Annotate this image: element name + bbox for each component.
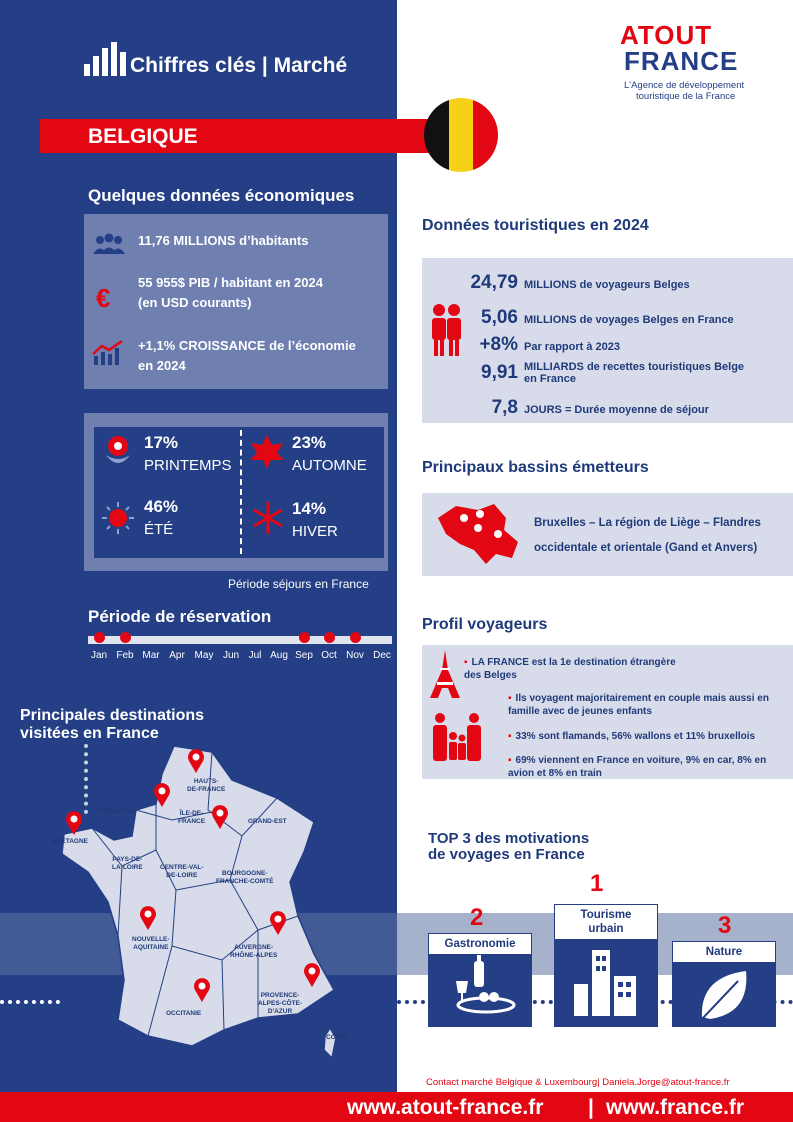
nature-panel [672,963,776,1027]
leaf-icon [248,433,286,471]
map-pin-icon [268,910,288,936]
economy-title: Quelques données économiques [88,186,355,205]
map-pin-icon [186,748,206,774]
population-text: 11,76 MILLIONS d’habitants [138,233,309,248]
profil-item-text: 33% sont flamands, 56% wallons et 11% bruxellois [515,731,756,742]
bassins-title: Principaux bassins émetteurs [422,459,649,476]
left-dotted-line [0,1000,60,1004]
contact-text: Contact marché Belgique & Luxembourg| Daniela.Jorge@atout-france.fr [426,1077,730,1088]
bullet-icon: ▪ [508,693,512,704]
growth-line-2: en 2024 [138,358,186,373]
country-name: BELGIQUE [88,125,198,148]
profil-item [508,754,788,780]
motivations-title [428,831,589,863]
month-label: Dec [373,650,391,661]
profil-item-text: LA FRANCE est la 1e destination étrangère des Belges [464,657,676,681]
profil-title: Profil voyageurs [422,616,548,633]
destinations-title-line-1: Principales destinations [20,707,205,724]
tourism-value: 5,06 [481,307,518,328]
motivation-label-gastronomie: Gastronomie [428,933,532,955]
snowflake-icon [250,500,286,536]
motivation-rank-3: 3 [718,912,732,939]
growth-chart-icon [92,340,126,366]
belgium-map-icon [434,500,524,566]
tourism-label: MILLIONS de voyageurs Belges [524,279,690,291]
euro-icon: € [96,283,111,313]
france-link[interactable]: www.france.fr [606,1096,745,1119]
region-nor: NORMANDIE [96,808,137,815]
destinations-title-line-2: visitées en France [20,725,159,742]
flower-icon [100,433,136,469]
pib-line-1: 55 955$ PIB / habitant en 2024 [138,275,323,290]
map-pin-icon [210,804,230,830]
city-buildings-icon [554,940,658,1027]
travelers-icon [426,302,466,358]
summer-pct: 46% [144,497,179,516]
winter-pct: 14% [292,499,327,518]
region-occ: OCCITANIE [166,1010,202,1017]
region-paca: PROVENCE- ALPES-CÔTE- D'AZUR [258,992,303,1015]
tourism-value: 7,8 [491,397,518,418]
tourism-value: 9,91 [481,362,518,383]
month-label: Mar [142,650,160,661]
region-pdl: PAYS-DE- LA-LOIRE [112,856,143,871]
nature-leaf-icon [672,963,776,1027]
month-label: Sep [295,650,313,661]
footer-separator: | [588,1096,594,1119]
pib-line-2: (en USD courants) [138,295,252,310]
chart-bars-icon [84,42,126,76]
motivation-rank-1: 1 [590,870,604,897]
tourism-label: Par rapport à 2023 [524,341,620,353]
footer-bar [0,1092,793,1122]
map-pin-icon [64,810,84,836]
region-bre: BRETAGNE [52,838,88,845]
profil-item [508,692,788,718]
autumn-pct: 23% [292,433,327,452]
logo-line-1: ATOUT [620,20,713,50]
page-title: Chiffres clés | Marché [130,54,348,77]
spring-pct: 17% [144,433,179,452]
month-label: Nov [346,650,364,661]
seasons-caption: Période séjours en France [228,577,369,591]
tourism-label: JOURS = Durée moyenne de séjour [524,404,709,416]
month-label: Aug [270,650,288,661]
seasons-panel [94,427,384,558]
motivation-label-nature: Nature [672,941,776,963]
motivations-title-line-2: de voyages en France [428,846,585,863]
belgium-flag-icon [424,98,498,172]
reservation-dot [120,632,131,643]
logo-line-2: FRANCE [624,46,739,76]
bullet-icon: ▪ [508,755,512,766]
map-pin-icon [152,782,172,808]
bullet-icon: ▪ [464,657,468,668]
month-label: Feb [116,650,134,661]
atout-france-link[interactable]: www.atout-france.fr [347,1096,544,1119]
month-label: Jul [248,650,262,661]
logo-subtitle-2: touristique de la France [636,91,736,102]
month-label: Oct [321,650,337,661]
profil-item-text: 69% viennent en France en voiture, 9% en car, 8% en avion et 8% en train [508,755,767,779]
tourism-value: 24,79 [470,272,518,293]
map-pin-icon [192,977,212,1003]
region-na: NOUVELLE- AQUITAINE [132,936,170,951]
region-cor: CORSE [326,1034,350,1041]
motivations-title-line-1: TOP 3 des motivations [428,830,590,847]
reservation-title: Période de réservation [88,607,272,626]
month-label: Jun [222,650,240,661]
region-hdf: HAUTS- DE-FRANCE [187,778,226,793]
seasons-divider [240,430,242,554]
reservation-dot [94,632,105,643]
tourism-label: MILLIONS de voyages Belges en France [524,314,734,326]
month-label: Jan [90,650,108,661]
reservation-dot [324,632,335,643]
region-ge: GRAND-EST [248,818,287,825]
eiffel-tower-icon [428,648,462,700]
motivation-rank-2: 2 [470,904,484,931]
gastronomy-panel [428,955,532,1027]
map-pin-icon [138,905,158,931]
reservation-dot [350,632,361,643]
region-idf: ÎLE-DE- FRANCE [178,810,206,825]
summer-label: ÉTÉ [144,521,174,538]
wine-cheese-icon [428,955,532,1027]
family-icon [428,712,488,766]
region-cvl: CENTRE-VAL- DE-LOIRE [160,864,204,879]
reservation-dot [299,632,310,643]
region-bfc: BOURGOGNE- FRANCHE-COMTÉ [216,870,274,885]
spring-label: PRINTEMPS [144,457,232,474]
profil-item-text: Ils voyagent majoritairement en couple mais aussi en famille avec de jeunes enfants [508,693,769,717]
people-icon [92,233,126,255]
tourism-value: +8% [479,334,518,355]
winter-label: HIVER [292,523,338,540]
logo-subtitle-1: L'Agence de développement [624,80,745,91]
bullet-icon: ▪ [508,731,512,742]
tourism-label: MILLIARDS de recettes touristiques Belge en France [524,361,745,385]
month-label: May [194,650,214,661]
urban-panel [554,940,658,1027]
tourism-title: Données touristiques en 2024 [422,217,649,234]
map-pin-icon [302,962,322,988]
month-label: Apr [169,650,185,661]
growth-line-1: +1,1% CROISSANCE de l’économie [138,338,356,353]
profil-item [464,656,684,682]
sun-icon [100,500,136,536]
reservation-timeline [88,636,392,644]
autumn-label: AUTOMNE [292,457,367,474]
bassins-text: Bruxelles – La région de Liège – Flandres occidentale et orientale (Gand et Anvers) [534,517,761,554]
destinations-title [20,707,204,743]
profil-item [508,730,788,743]
motivation-label-tourisme-urbain: Tourisme urbain [554,904,658,940]
region-ara: AUVERGNE- RHÔNE-ALPES [230,944,278,959]
